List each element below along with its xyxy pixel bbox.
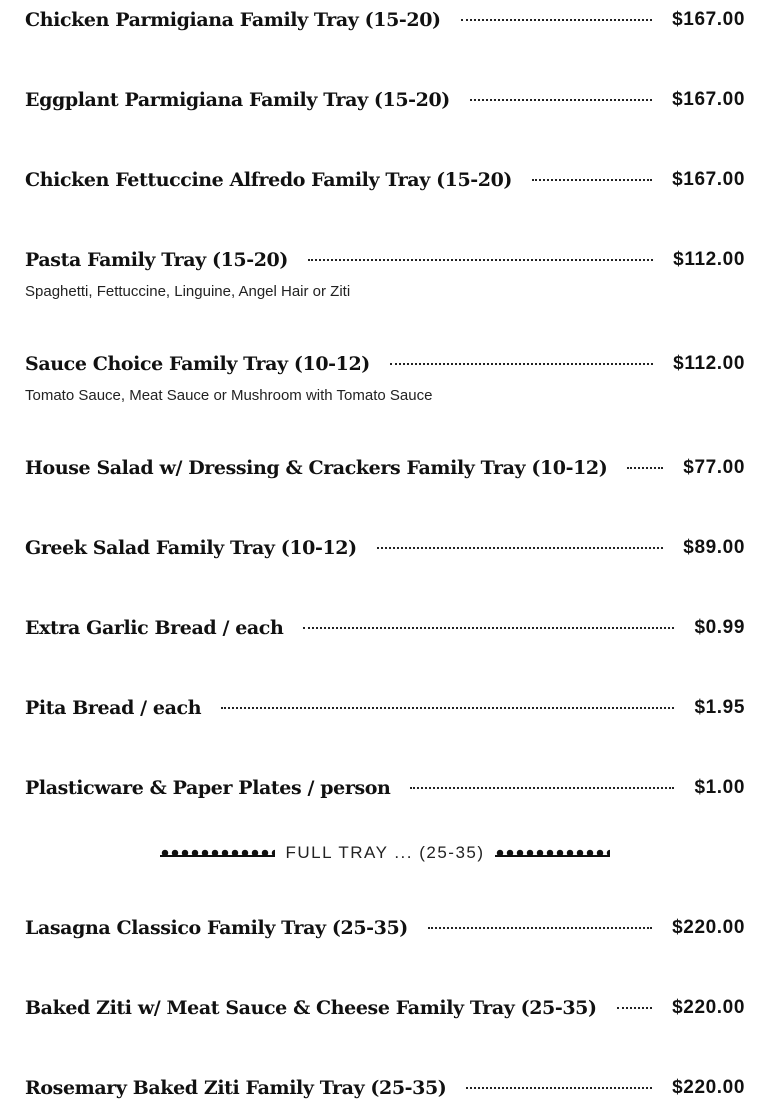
dotted-leader (466, 1087, 652, 1089)
menu-item-chicken-fettuccine-alfredo[interactable] (25, 160, 745, 200)
item-price: $167.00 (672, 169, 745, 190)
item-name: Chicken Fettuccine Alfredo Family Tray (15-20) (25, 169, 513, 191)
item-description: Tomato Sauce, Meat Sauce or Mushroom with Tomato Sauce (25, 387, 433, 404)
dotted-leader (390, 363, 653, 365)
menu-item-eggplant-parmigiana[interactable] (25, 80, 745, 120)
menu-item-plasticware[interactable] (25, 768, 745, 808)
item-price: $1.00 (694, 777, 745, 798)
section-divider-full-tray (160, 840, 610, 866)
dotted-leader (428, 927, 652, 929)
item-price: $220.00 (672, 917, 745, 938)
item-name: House Salad w/ Dressing & Crackers Family Tray (10-12) (25, 457, 608, 479)
dotted-leader (617, 1007, 653, 1009)
item-name: Lasagna Classico Family Tray (25-35) (25, 917, 408, 939)
dotted-leader (532, 179, 652, 181)
menu-item-baked-ziti-meat-sauce[interactable] (25, 988, 745, 1028)
section-title: FULL TRAY ... (25-35) (285, 843, 485, 862)
menu-item-pasta[interactable] (25, 240, 745, 300)
dotted-leader (303, 627, 674, 629)
item-price: $89.00 (683, 537, 745, 558)
item-price: $1.95 (694, 697, 745, 718)
item-name: Pasta Family Tray (15-20) (25, 249, 288, 271)
menu-item-rosemary-baked-ziti[interactable] (25, 1068, 745, 1108)
dotted-leader (461, 19, 652, 21)
item-name: Baked Ziti w/ Meat Sauce & Cheese Family Tray (25-35) (25, 997, 597, 1019)
menu-item-lasagna-classico[interactable] (25, 908, 745, 948)
item-price: $112.00 (673, 353, 745, 374)
item-price: $167.00 (672, 89, 745, 110)
item-price: $0.99 (694, 617, 745, 638)
divider-wave-left (160, 849, 275, 857)
item-description: Spaghetti, Fettuccine, Linguine, Angel Hair or Ziti (25, 283, 351, 300)
menu-item-greek-salad[interactable] (25, 528, 745, 568)
item-price: $167.00 (672, 9, 745, 30)
dotted-leader (470, 99, 652, 101)
item-name: Pita Bread / each (25, 697, 202, 719)
dotted-leader (377, 547, 664, 549)
item-name: Chicken Parmigiana Family Tray (15-20) (25, 9, 441, 31)
item-price: $220.00 (672, 997, 745, 1018)
dotted-leader (627, 467, 663, 469)
menu-item-house-salad[interactable] (25, 448, 745, 488)
item-name: Rosemary Baked Ziti Family Tray (25-35) (25, 1077, 447, 1099)
menu-item-pita-bread[interactable] (25, 688, 745, 728)
item-name: Sauce Choice Family Tray (10-12) (25, 353, 370, 375)
menu-item-extra-garlic-bread[interactable] (25, 608, 745, 648)
item-price: $220.00 (672, 1077, 745, 1098)
item-name: Eggplant Parmigiana Family Tray (15-20) (25, 89, 450, 111)
menu-item-chicken-parmigiana[interactable] (25, 0, 745, 40)
dotted-leader (221, 707, 674, 709)
item-price: $112.00 (673, 249, 745, 270)
divider-wave-right (495, 849, 610, 857)
dotted-leader (410, 787, 674, 789)
dotted-leader (308, 259, 653, 261)
menu-item-sauce-choice[interactable] (25, 344, 745, 404)
item-name: Greek Salad Family Tray (10-12) (25, 537, 357, 559)
item-name: Extra Garlic Bread / each (25, 617, 284, 639)
item-name: Plasticware & Paper Plates / person (25, 777, 391, 799)
item-price: $77.00 (683, 457, 745, 478)
